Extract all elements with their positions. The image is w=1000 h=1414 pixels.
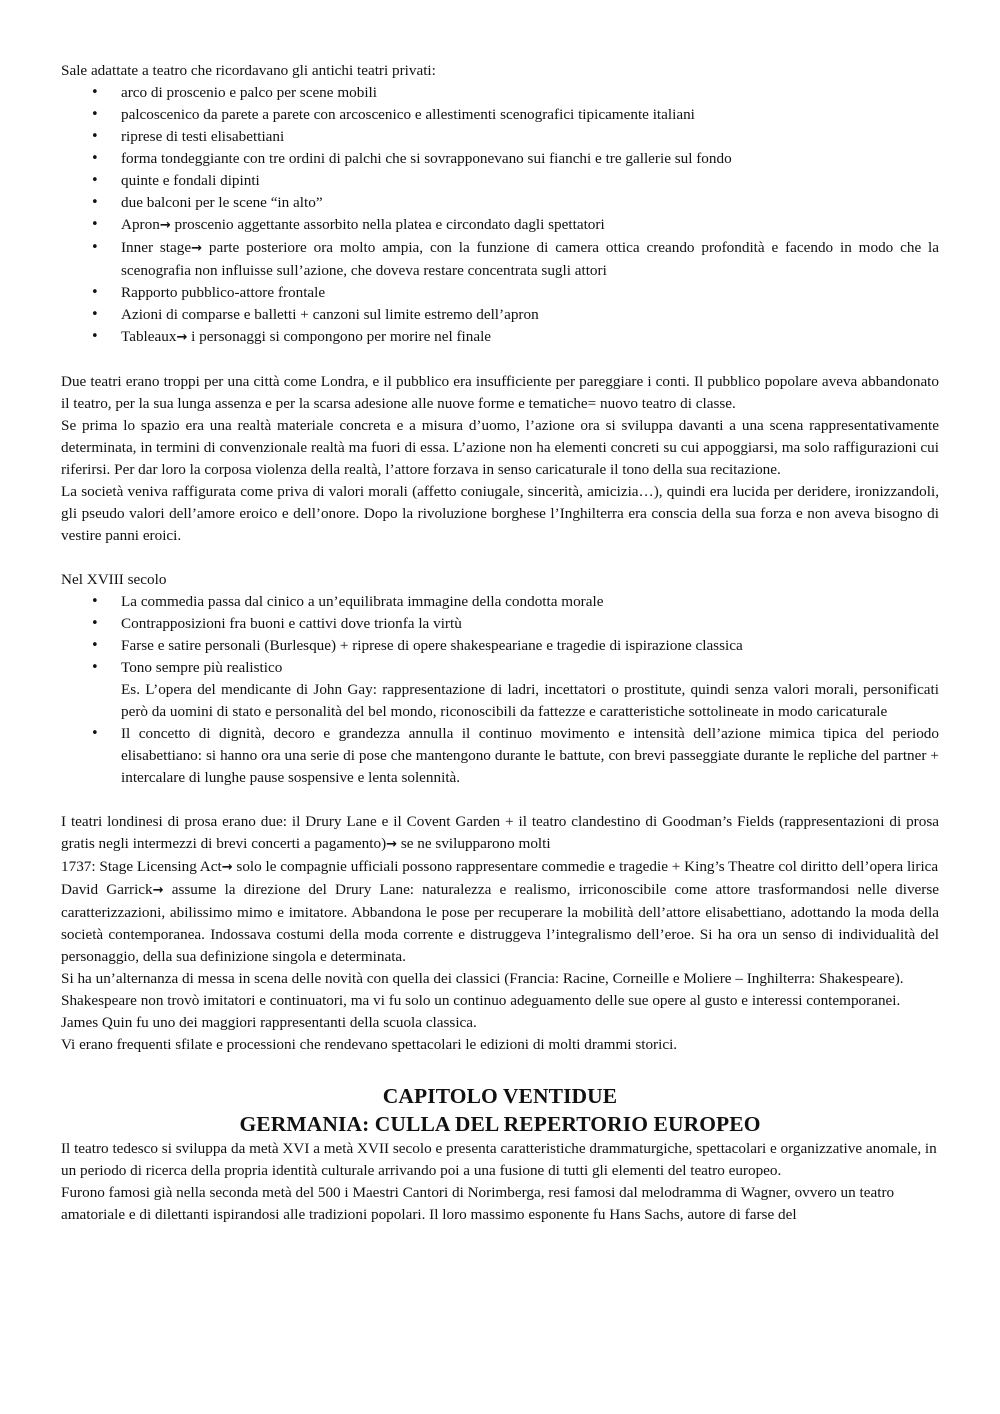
- list-item: • Inner stage→ parte posteriore ora molto ampia, con la funzione di camera ottica creando profondità e facendo in modo che la scenografia non influisse sull’azione, che doveva restare concentrata sugli attori: [61, 237, 939, 282]
- list-item: • arco di proscenio e palco per scene mobili: [61, 82, 939, 104]
- arrow-right-icon: →: [386, 837, 398, 852]
- paragraph: Furono famosi già nella seconda metà del 500 i Maestri Cantori di Norimberga, resi famosi dal melodramma di Wagner, ovvero un teatro amatoriale e di dilettanti ispirandosi alle tradizioni popolari. Il loro massimo esponente fu Hans Sachs, autore di farse del: [61, 1184, 895, 1223]
- intro-xviii-century: Nel XVIII secolo: [61, 571, 167, 588]
- paragraph: Shakespeare non trovò imitatori e continuatori, ma vi fu solo un continuo adeguamento delle sue opere al gusto e interessi contemporanei.: [61, 992, 901, 1009]
- bullet-list-theatre-features: [61, 82, 939, 349]
- list-item: • Contrapposizioni fra buoni e cattivi dove trionfa la virtù: [61, 613, 939, 635]
- list-item: • forma tondeggiante con tre ordini di palchi che si sovrapponevano sui fianchi e tre gallerie sul fondo: [61, 148, 939, 170]
- list-item: • Apron→ proscenio aggettante assorbito nella platea e circondato dagli spettatori: [61, 214, 939, 237]
- paragraph: Si ha un’alternanza di messa in scena delle novità con quella dei classici (Francia: Racine, Corneille e Moliere – Inghilterra: Shakespeare).: [61, 970, 904, 987]
- paragraph: Il teatro tedesco si sviluppa da metà XVI a metà XVII secolo e presenta caratteristiche drammaturgiche, spettacolari e organizzative anomale, in un periodo di ricerca della propria identità culturale arrivando poi a una fusione di tutti gli elementi del teatro europeo.: [61, 1140, 937, 1179]
- spacer: [61, 1056, 939, 1082]
- list-item: • Rapporto pubblico-attore frontale: [61, 282, 939, 304]
- spacer: [61, 547, 939, 569]
- list-item: • palcoscenico da parete a parete con arcoscenico e allestimenti scenografici tipicamente italiani: [61, 104, 939, 126]
- list-item: • due balconi per le scene “in alto”: [61, 192, 939, 214]
- arrow-right-icon: →: [152, 883, 164, 898]
- bullet-list-xviii-century: [61, 591, 939, 789]
- arrow-right-icon: →: [176, 330, 188, 345]
- paragraph: La società veniva raffigurata come priva di valori morali (affetto coniugale, sincerità, amicizia…), quindi era lucida per deridere, ironizzandoli, gli pseudo valori dell’amore eroico e dell’onore. Dopo la rivoluzione borghese l’Inghilterra era conscia della sua forza e non aveva bisogno di vestire panni eroici.: [61, 483, 939, 544]
- list-item: • La commedia passa dal cinico a un’equilibrata immagine della condotta morale: [61, 591, 939, 613]
- list-item: • quinte e fondali dipinti: [61, 170, 939, 192]
- intro-private-theatres: Sale adattate a teatro che ricordavano gli antichi teatri privati:: [61, 62, 436, 79]
- paragraph: Se prima lo spazio era una realtà materiale concreta e a misura d’uomo, l’azione ora si sviluppa davanti a una scena rappresentativamente determinata, in termini di convenzionale realtà ma fuori di essa. L’azione non ha elementi concreti su cui appoggiarsi, ma solo raffigurazioni cui riferirsi. Per dar loro la corposa violenza della realtà, l’attore forzava in senso caricaturale il tono della sua recitazione.: [61, 417, 939, 478]
- list-item: • riprese di testi elisabettiani: [61, 126, 939, 148]
- example-note: Es. L’opera del mendicante di John Gay: rappresentazione di ladri, incettatori o prostitute, quindi senza valori morali, personificati però da uomini di stato e personalità del bel mondo, riconoscibili da fattezze e caratteristiche sottolineate in modo caricaturale: [121, 681, 939, 720]
- paragraph: Vi erano frequenti sfilate e processioni che rendevano spettacolari le edizioni di molti drammi storici.: [61, 1036, 678, 1053]
- spacer: [61, 789, 939, 811]
- chapter-subtitle: GERMANIA: CULLA DEL REPERTORIO EUROPEO: [239, 1112, 761, 1136]
- list-item: • Tableaux→ i personaggi si compongono per morire nel finale: [61, 326, 939, 349]
- spacer: [61, 349, 939, 371]
- paragraph: Due teatri erano troppi per una città come Londra, e il pubblico era insufficiente per pareggiare i conti. Il pubblico popolare aveva abbandonato il teatro, per la sua lunga assenza e per la scarsa adesione alle nuove forme e tematiche= nuovo teatro di classe.: [61, 373, 939, 412]
- paragraph: James Quin fu uno dei maggiori rappresentanti della scuola classica.: [61, 1014, 477, 1031]
- list-item: • Azioni di comparse e balletti + canzoni sul limite estremo dell’apron: [61, 304, 939, 326]
- arrow-right-icon: →: [221, 860, 233, 875]
- list-item: • Tono sempre più realistico Es. L’opera del mendicante di John Gay: rappresentazione di ladri, incettatori o prostitute, quindi senza valori morali, personificati però da uomini di stato e personalità del bel mondo, riconoscibili da fattezze e caratteristiche sottolineate in modo caricaturale: [61, 657, 939, 723]
- arrow-right-icon: →: [159, 218, 171, 233]
- paragraph: 1737: Stage Licensing Act→ solo le compagnie ufficiali possono rappresentare commedie e tragedie + King’s Theatre col diritto dell’opera lirica: [61, 858, 939, 875]
- arrow-right-icon: →: [191, 241, 203, 256]
- page-content: [61, 60, 939, 1226]
- chapter-title: CAPITOLO VENTIDUE: [382, 1084, 618, 1108]
- list-item: • Farse e satire personali (Burlesque) + riprese di opere shakespeariane e tragedie di ispirazione classica: [61, 635, 939, 657]
- list-item: • Il concetto di dignità, decoro e grandezza annulla il continuo movimento e intensità dell’azione mimica tipica del periodo elisabettiano: si hanno ora una serie di pose che mantengono durante le battute, con brevi passeggiate durante le repliche del partner + intercalare di lunghe pause sospensive e lenta solennità.: [61, 723, 939, 789]
- paragraph: I teatri londinesi di prosa erano due: il Drury Lane e il Covent Garden + il teatro clandestino di Goodman’s Fields (rappresentazioni di prosa gratis negli intermezzi di brevi concerti a pagamento)→ se ne svilupparono molti: [61, 813, 939, 852]
- paragraph: David Garrick→ assume la direzione del Drury Lane: naturalezza e realismo, irriconoscibile come attore trasformandosi nelle diverse caratterizzazioni, abilissimo mimo e imitatore. Abbandona le pose per recuperare la mobilità dell’attore elisabettiano, adottando la moda della società contemporanea. Indossava costumi della moda corrente e distruggeva l’integralismo dell’eroe. Si ha ora un senso di individualità del personaggio, della sua definizione singola e determinata.: [61, 881, 939, 965]
